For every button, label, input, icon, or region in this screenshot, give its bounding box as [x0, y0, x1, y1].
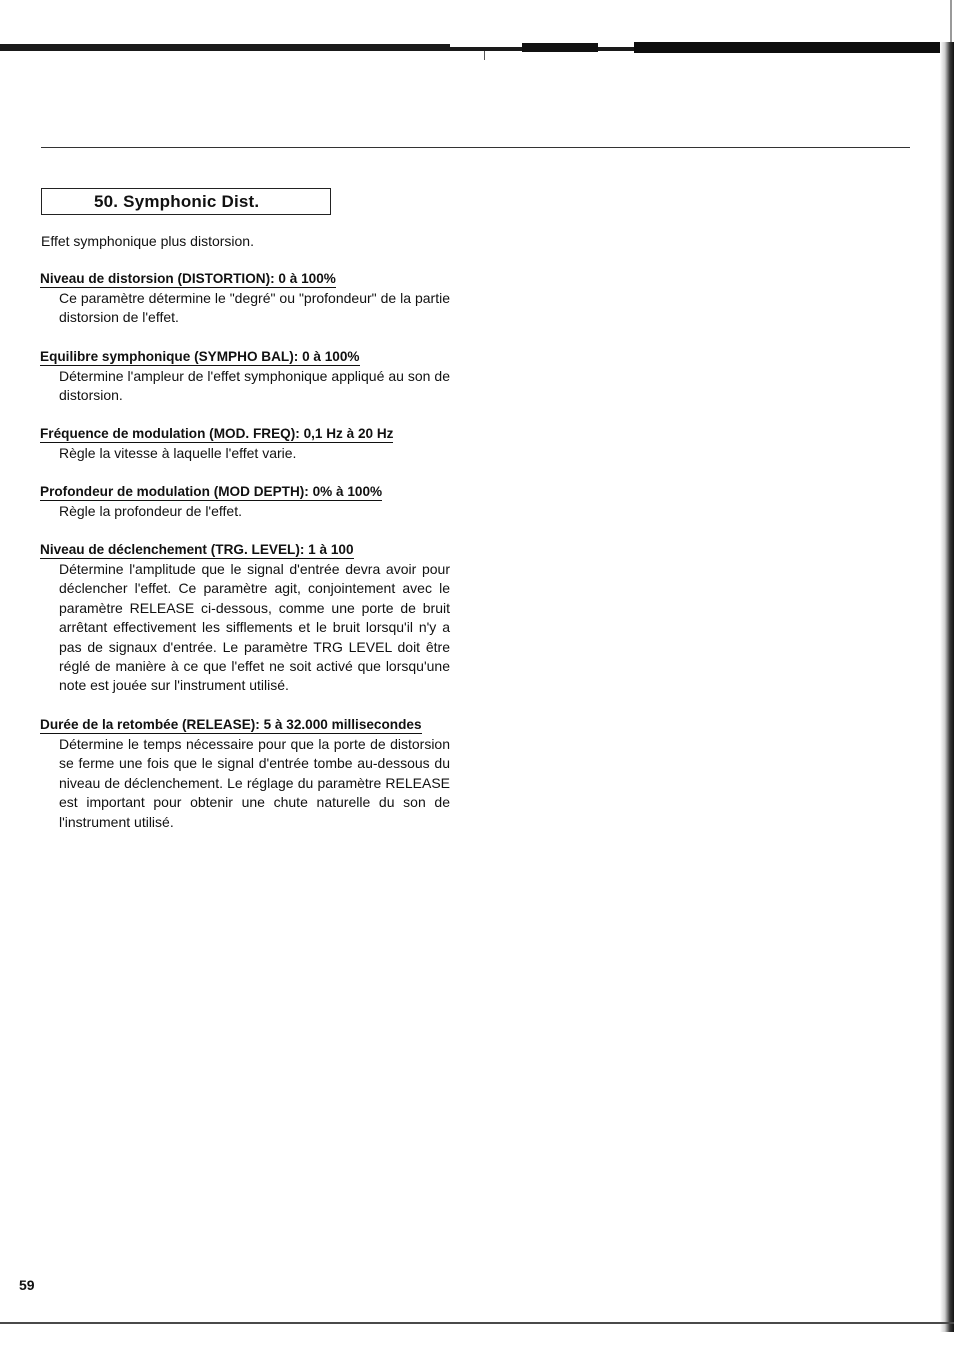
page-edge-shadow	[950, 0, 952, 44]
param-desc-release: Détermine le temps nécessaire pour que la porte de distorsion se ferme une fois que le signal d'entrée tombe au-dessous du niveau de déclenchement. Le réglage du paramètre RELEASE est important pour obtenir une chute naturelle du son de l'instrument utilisé.	[59, 736, 450, 830]
param-heading-sympho-bal: Equilibre symphonique (SYMPHO BAL): 0 à 100%	[40, 349, 360, 364]
section-title: 50. Symphonic Dist.	[94, 192, 260, 211]
param-heading-trg-level: Niveau de déclenchement (TRG. LEVEL): 1 à 100	[40, 542, 354, 557]
header-bar-decoration	[634, 42, 954, 53]
header-bar-decoration	[522, 43, 598, 52]
page-edge-shadow	[940, 42, 954, 1332]
header-bar-decoration	[0, 44, 450, 51]
param-heading-distortion: Niveau de distorsion (DISTORTION): 0 à 100%	[40, 271, 336, 286]
page-number: 59	[19, 1277, 35, 1293]
header-bar-decoration	[450, 47, 522, 51]
footer-rule	[0, 1322, 954, 1324]
header-rule	[41, 147, 910, 148]
param-desc-mod-freq: Règle la vitesse à laquelle l'effet varie.	[59, 445, 297, 461]
param-heading-release: Durée de la retombée (RELEASE): 5 à 32.000 millisecondes	[40, 717, 422, 732]
header-tick-mark	[484, 51, 485, 60]
param-desc-sympho-bal: Détermine l'ampleur de l'effet symphonique appliqué au son de distorsion.	[59, 368, 450, 404]
param-desc-distortion: Ce paramètre détermine le "degré" ou "profondeur" de la partie distorsion de l'effet.	[59, 290, 450, 326]
param-heading-mod-depth: Profondeur de modulation (MOD DEPTH): 0% à 100%	[40, 484, 383, 499]
param-desc-trg-level: Détermine l'amplitude que le signal d'entrée devra avoir pour déclencher l'effet. Ce paramètre agit, conjointement avec le paramètre RELEASE ci-dessous, comme une porte de bruit arrêtant effectivement les sifflements et le bruit lorsqu'il n'y a pas de signaux d'entrée. Le paramètre TRG LEVEL doit être réglé de manière à ce que l'effet ne soit activé que lorsqu'une note est jouée sur l'instrument utilisé.	[59, 561, 450, 694]
header-bar-decoration	[598, 47, 634, 51]
param-desc-mod-depth: Règle la profondeur de l'effet.	[59, 503, 242, 519]
section-intro: Effet symphonique plus distorsion.	[41, 233, 254, 249]
section-title-box	[41, 188, 331, 215]
param-heading-mod-freq: Fréquence de modulation (MOD. FREQ): 0,1 Hz à 20 Hz	[40, 426, 394, 441]
